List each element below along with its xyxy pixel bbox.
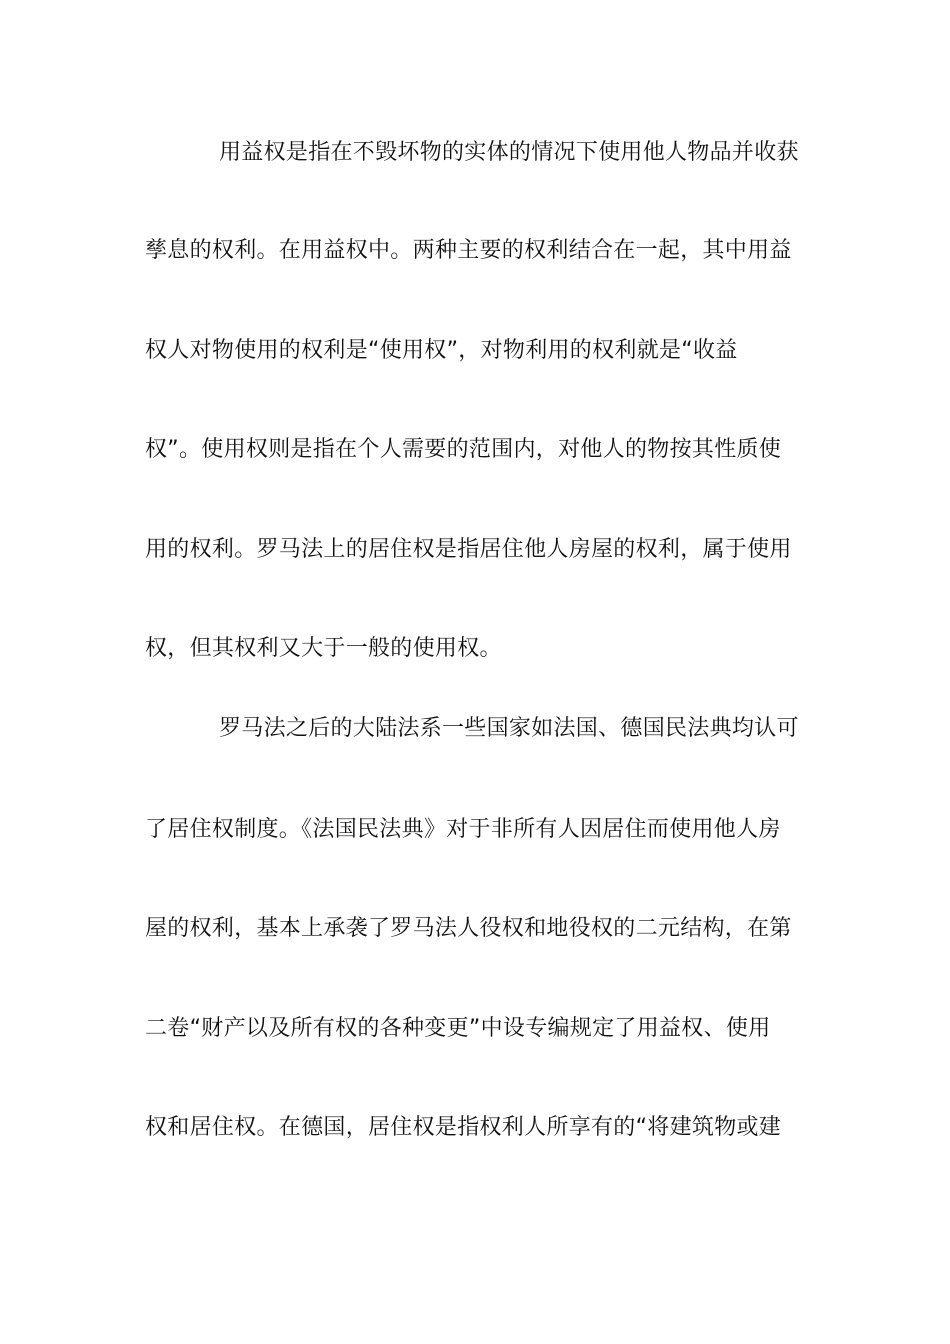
text-line: 了居住权制度。《法国民法典》对于非所有人因居住而使用他人房 — [145, 817, 781, 842]
text-line: 权人对物使用的权利是“使用权”，对物利用的权利就是“收益 — [145, 338, 738, 363]
text-line: 权，但其权利又大于一般的使用权。 — [145, 636, 502, 661]
text-line: 二卷“财产以及所有权的各种变更”中设专编规定了用益权、使用 — [145, 1016, 771, 1041]
text-line: 权和居住权。在德国，居住权是指权利人所享有的“将建筑物或建 — [145, 1115, 782, 1140]
text-line: 屋的权利，基本上承袭了罗马法人役权和地役权的二元结构，在第 — [145, 916, 792, 941]
text-line: 罗马法之后的大陆法系一些国家如法国、德国民法典均认可 — [219, 716, 799, 741]
text-line: 孳息的权利。在用益权中。两种主要的权利结合在一起，其中用益 — [145, 238, 792, 263]
text-line: 用益权是指在不毁坏物的实体的情况下使用他人物品并收获 — [219, 140, 799, 165]
text-line: 权”。使用权则是指在个人需要的范围内，对他人的物按其性质使 — [145, 437, 782, 462]
text-line: 用的权利。罗马法上的居住权是指居住他人房屋的权利，属于使用 — [145, 537, 792, 562]
